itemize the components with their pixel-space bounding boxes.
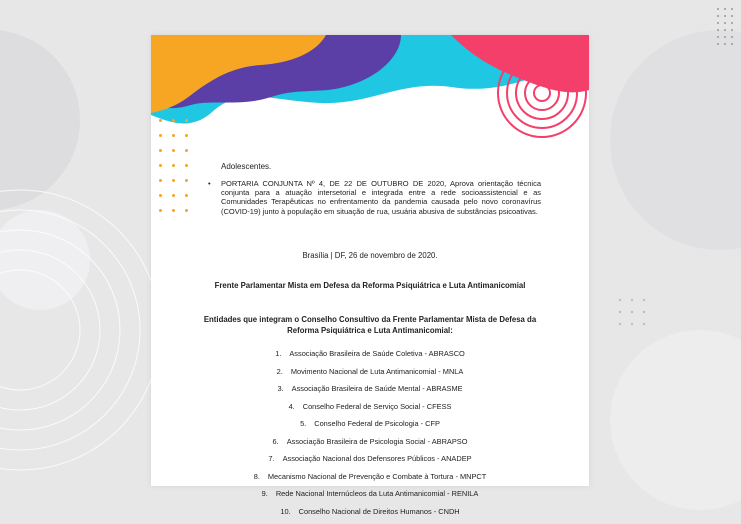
list-item-number: 4.	[289, 402, 295, 411]
list-item-name: Mecanismo Nacional de Prevenção e Combate à Tortura - MNPCT	[268, 472, 486, 481]
header-wave-decoration	[151, 35, 589, 165]
list-item-number: 2.	[277, 367, 283, 376]
list-item	[151, 472, 589, 490]
entities-heading-line2: Reforma Psiquiátrica e Luta Antimanicomial:	[151, 325, 589, 336]
list-item	[151, 437, 589, 455]
list-item-number: 5.	[300, 419, 306, 428]
orange-dot-grid	[159, 119, 188, 212]
list-item	[151, 402, 589, 420]
date-line: Brasília | DF, 26 de novembro de 2020.	[151, 251, 589, 260]
corner-dot-grid	[717, 8, 733, 45]
bullet-symbol: •	[208, 179, 211, 188]
list-item	[151, 367, 589, 385]
list-item-name: Associação Brasileira de Saúde Mental - ABRASME	[292, 384, 463, 393]
list-item	[151, 419, 589, 437]
document-page	[151, 35, 589, 486]
list-item-number: 7.	[268, 454, 274, 463]
bullet-item	[209, 179, 541, 216]
list-item-name: Conselho Nacional de Direitos Humanos - CNDH	[299, 507, 460, 516]
list-item-name: Associação Nacional dos Defensores Públicos - ANADEP	[283, 454, 472, 463]
list-item-name: Rede Nacional Internúcleos da Luta Antimanicomial - RENILA	[276, 489, 479, 498]
list-item-number: 8.	[254, 472, 260, 481]
list-item	[151, 349, 589, 367]
list-item-name: Conselho Federal de Serviço Social - CFESS	[303, 402, 452, 411]
list-item	[151, 507, 589, 524]
list-item	[151, 384, 589, 402]
list-item-name: Movimento Nacional de Luta Antimanicomial - MNLA	[291, 367, 464, 376]
list-item-number: 10.	[280, 507, 290, 516]
front-title: Frente Parlamentar Mista em Defesa da Reforma Psiquiátrica e Luta Antimanicomial	[151, 281, 589, 290]
list-item-number: 9.	[262, 489, 268, 498]
entities-heading-line1: Entidades que integram o Conselho Consultivo da Frente Parlamentar Mista de Defesa da	[151, 314, 589, 325]
list-item-name: Associação Brasileira de Saúde Coletiva - ABRASCO	[289, 349, 464, 358]
list-item-number: 1.	[275, 349, 281, 358]
list-item-name: Associação Brasileira de Psicologia Social - ABRAPSO	[287, 437, 468, 446]
entities-heading	[151, 314, 589, 336]
entities-list	[151, 349, 589, 524]
intro-text: Adolescentes.	[221, 162, 271, 171]
list-item-name: Conselho Federal de Psicologia - CFP	[314, 419, 440, 428]
list-item-number: 6.	[273, 437, 279, 446]
list-item	[151, 454, 589, 472]
list-item-number: 3.	[277, 384, 283, 393]
list-item	[151, 489, 589, 507]
bullet-text: PORTARIA CONJUNTA Nº 4, DE 22 DE OUTUBRO DE 2020, Aprova orientação técnica conjunta para a atuação intersetorial e integrada entre a rede socioassistencial e as Comunidades Terapêuticas no enfrentamento da pandemia causada pelo novo coronavírus (COVID-19) junto à população em situação de rua, usuária abusiva de substâncias psicoativas.	[221, 179, 541, 216]
